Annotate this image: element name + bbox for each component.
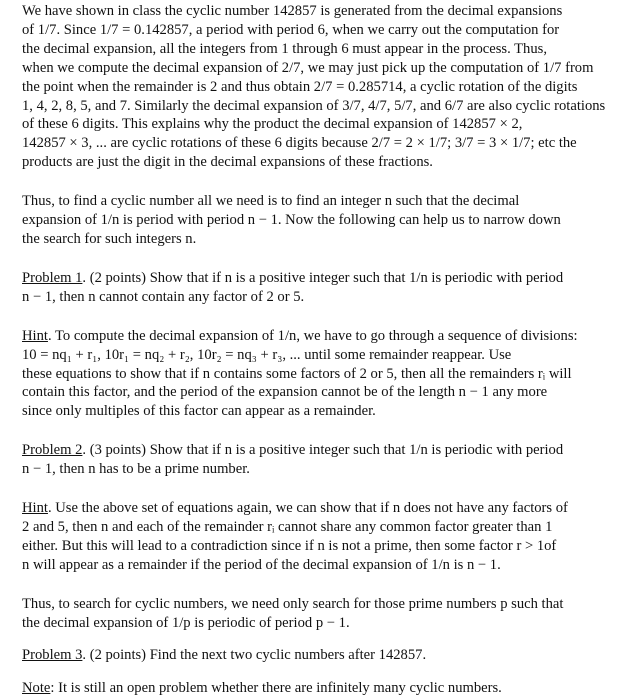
text-line: 1, 4, 2, 8, 5, and 7. Similarly the decimal expansion of 3/7, 4/7, 5/7, and 6/7 are also cyclic rotations [22,97,606,114]
hint-2 [22,499,621,575]
problem-3-label: Problem 3 [22,647,83,664]
problem-1 [22,269,621,307]
text-line: . To compute the decimal expansion of 1/n, we have to go through a sequence of divisions: [47,327,578,344]
text-line: : It is still an open problem whether there are infinitely many cyclic numbers. [50,680,502,697]
text-line: Thus, to search for cyclic numbers, we need only search for those prime numbers p such that [22,595,564,612]
text-line: the decimal expansion, all the integers from 1 through 6 must appear in the process. Thus, [22,40,547,57]
text-line: 10 = nq₁ + r₁, 10r₁ = nq₂ + r₂, 10r₂ = nq₃ + r₃, ... until some remainder reappear. Use [22,346,512,363]
text-line: the decimal expansion of 1/p is periodic of period p − 1. [22,614,350,631]
problem-1-label: Problem 1 [22,269,83,286]
text-line: either. But this will lead to a contradiction since if n is not a prime, then some factor r > 1of [22,537,557,554]
text-line: . Use the above set of equations again, we can show that if n does not have any factors of [47,500,568,517]
text-line: of these 6 digits. This explains why the product the decimal expansion of 142857 × 2, [22,116,523,133]
text-line: the search for such integers n. [22,230,197,247]
text-line: n − 1, then n has to be a prime number. [22,461,250,478]
text-line: n − 1, then n cannot contain any factor of 2 or 5. [22,288,305,305]
text-line: expansion of 1/n is period with period n − 1. Now the following can help us to narrow down [22,212,561,229]
text-line: since only multiples of this factor can appear as a remainder. [22,403,376,420]
note-label: Note [22,680,51,697]
search-primes-paragraph [22,595,621,633]
text-line: the point when the remainder is 2 and thus obtain 2/7 = 0.285714, a cyclic rotation of the digits [22,78,578,95]
problem-2 [22,441,621,479]
text-line: contain this factor, and the period of the expansion cannot be of the length n − 1 any more [22,384,548,401]
text-line: n will appear as a remainder if the period of the decimal expansion of 1/n is n − 1. [22,556,501,573]
text-line: of 1/7. Since 1/7 = 0.142857, a period with period 6, when we carry out the computation for [22,21,560,38]
text-line: these equations to show that if n contains some factors of 2 or 5, then all the remainders rᵢ will [22,365,572,382]
search-paragraph [22,192,621,249]
text-line: . (3 points) Show that if n is a positive integer such that 1/n is periodic with period [82,442,564,459]
problem-3 [22,646,621,665]
text-line: 2 and 5, then n and each of the remainder rᵢ cannot share any common factor greater than 1 [22,518,553,535]
hint-1 [22,327,621,422]
text-line: when we compute the decimal expansion of 2/7, we may just pick up the computation of 1/7 from [22,59,594,76]
hint-2-label: Hint [22,500,48,517]
text-line: Thus, to find a cyclic number all we need is to find an integer n such that the decimal [22,193,520,210]
text-line: 142857 × 3, ... are cyclic rotations of these 6 digits because 2/7 = 2 × 1/7; 3/7 = 3 × 1/7; etc the [22,135,577,152]
text-line: We have shown in class the cyclic number 142857 is generated from the decimal expansions [22,3,563,19]
note [22,679,621,698]
intro-paragraph [22,2,621,172]
text-line: . (2 points) Show that if n is a positive integer such that 1/n is periodic with period [82,269,564,286]
problem-2-label: Problem 2 [22,442,83,459]
text-line: products are just the digit in the decimal expansions of these fractions. [22,154,433,171]
text-line: . (2 points) Find the next two cyclic numbers after 142857. [82,647,427,664]
hint-1-label: Hint [22,327,48,344]
